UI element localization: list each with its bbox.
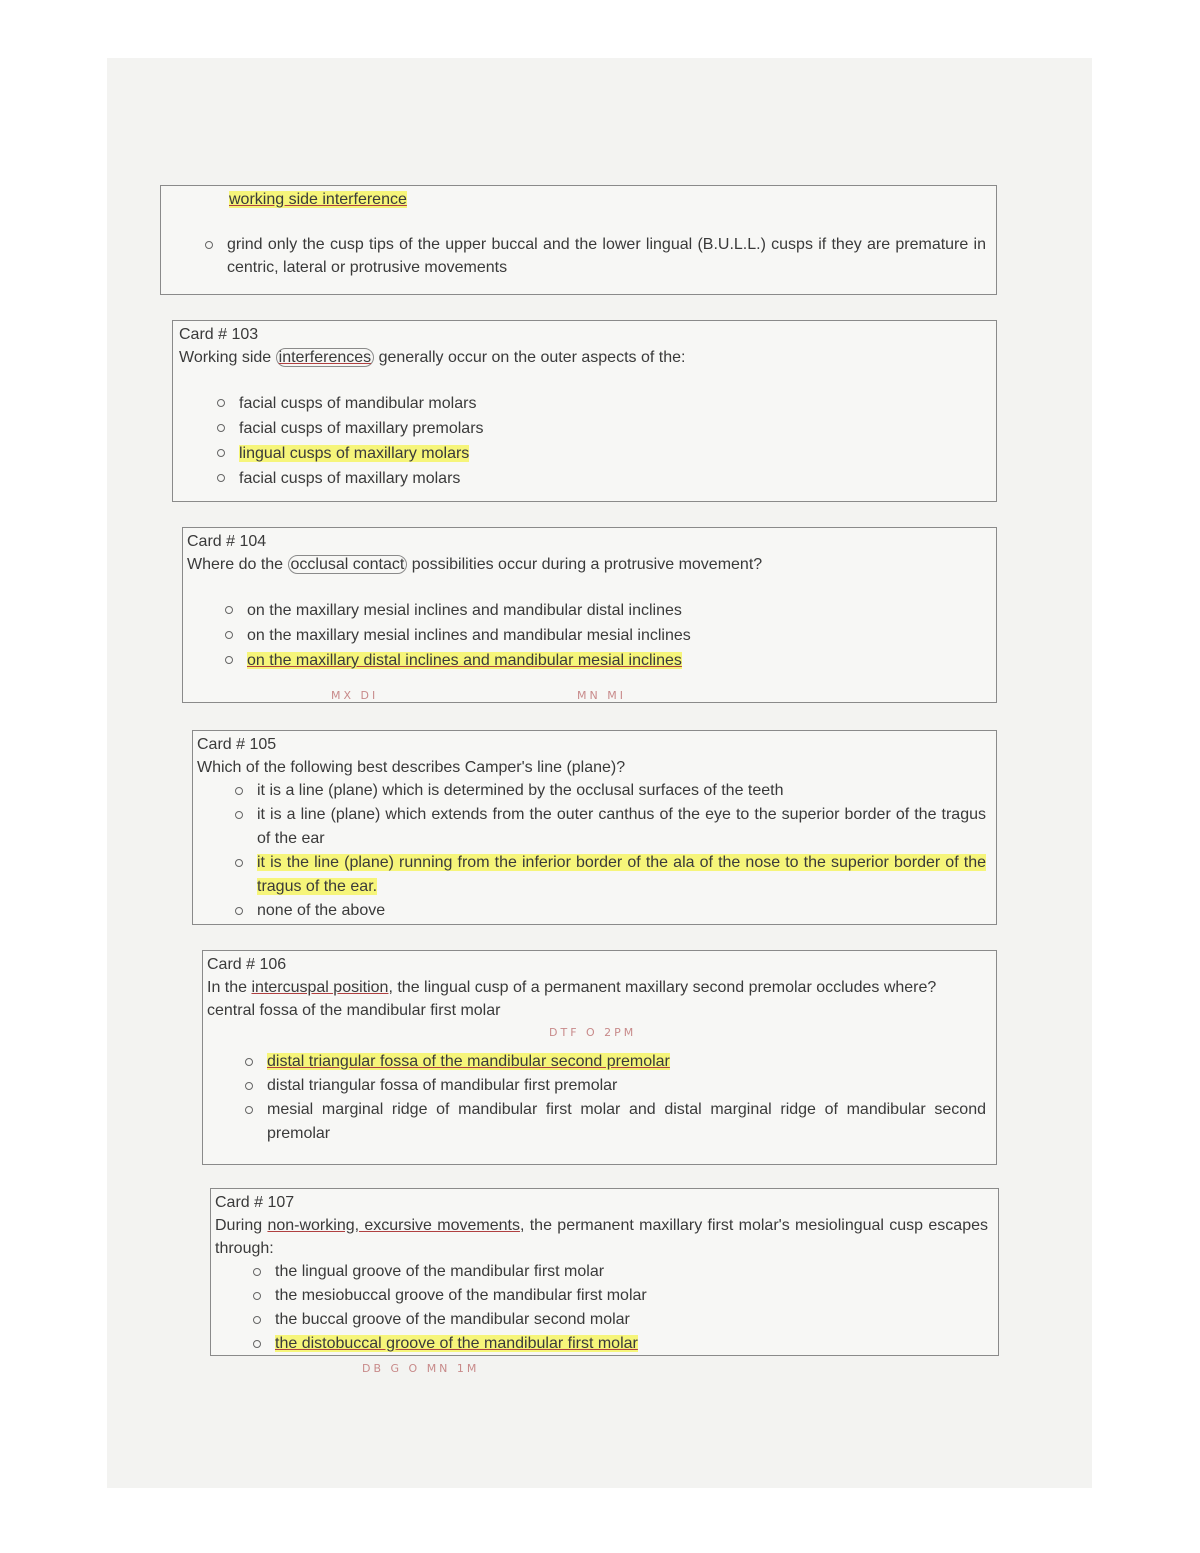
- card-question: In the intercuspal position, the lingual cusp of a permanent maxillary second premolar occludes where?: [207, 979, 937, 996]
- handwritten-note: DTF O 2PM: [549, 1026, 637, 1039]
- card-first-option: central fossa of the mandibular first molar: [207, 1002, 501, 1019]
- card-title: Card # 106: [207, 956, 287, 973]
- option-highlighted: it is the line (plane) running from the inferior border of the ala of the nose to the superior border of the tragus of the ear.: [231, 851, 986, 899]
- option: facial cusps of maxillary premolars: [213, 416, 986, 441]
- card-105: [192, 730, 997, 925]
- card-title: Card # 104: [187, 533, 267, 550]
- option: distal triangular fossa of mandibular first premolar: [241, 1074, 986, 1098]
- handwritten-note: MN MI: [577, 689, 626, 702]
- handwritten-note: DB G O MN 1M: [362, 1362, 480, 1375]
- option: it is a line (plane) which is determined by the occlusal surfaces of the teeth: [231, 779, 986, 803]
- option-highlighted: the distobuccal groove of the mandibular first molar: [249, 1332, 988, 1356]
- option: on the maxillary mesial inclines and mandibular mesial inclines: [221, 623, 986, 648]
- card-title: Card # 105: [197, 736, 277, 753]
- option: the mesiobuccal groove of the mandibular first molar: [249, 1284, 988, 1308]
- option-highlighted: distal triangular fossa of the mandibular second premolar: [241, 1050, 986, 1074]
- option: facial cusps of mandibular molars: [213, 391, 986, 416]
- card-question: During non-working, excursive movements, the permanent maxillary first molar's mesiolingual cusp escapes through:: [215, 1217, 988, 1257]
- card-104: [182, 527, 997, 703]
- card-title: Card # 103: [179, 326, 259, 343]
- option: none of the above: [231, 899, 986, 923]
- card-103: [172, 320, 997, 502]
- card-partial-heading: working side interference: [229, 191, 407, 208]
- card-106: [202, 950, 997, 1165]
- handwritten-note: MX DI: [331, 689, 379, 702]
- option: the lingual groove of the mandibular first molar: [249, 1260, 988, 1284]
- card-question: Working side interferences generally occur on the outer aspects of the:: [179, 349, 686, 366]
- option-highlighted: on the maxillary distal inclines and mandibular mesial inclines: [221, 648, 986, 673]
- card-partial: [160, 185, 997, 295]
- option: on the maxillary mesial inclines and mandibular distal inclines: [221, 598, 986, 623]
- option: facial cusps of maxillary molars: [213, 466, 986, 491]
- option: it is a line (plane) which extends from the outer canthus of the eye to the superior border of the tragus of the ear: [231, 803, 986, 851]
- option-highlighted: lingual cusps of maxillary molars: [213, 441, 986, 466]
- card-question: Which of the following best describes Camper's line (plane)?: [197, 759, 626, 776]
- card-question: Where do the occlusal contact possibilities occur during a protrusive movement?: [187, 556, 763, 573]
- option: the buccal groove of the mandibular second molar: [249, 1308, 988, 1332]
- card-title: Card # 107: [215, 1194, 295, 1211]
- card-partial-option: grind only the cusp tips of the upper buccal and the lower lingual (B.U.L.L.) cusps if they are premature in centric, lateral or protrusive movements: [201, 233, 986, 279]
- option: mesial marginal ridge of mandibular first molar and distal marginal ridge of mandibular second premolar: [241, 1098, 986, 1146]
- card-107: [210, 1188, 999, 1356]
